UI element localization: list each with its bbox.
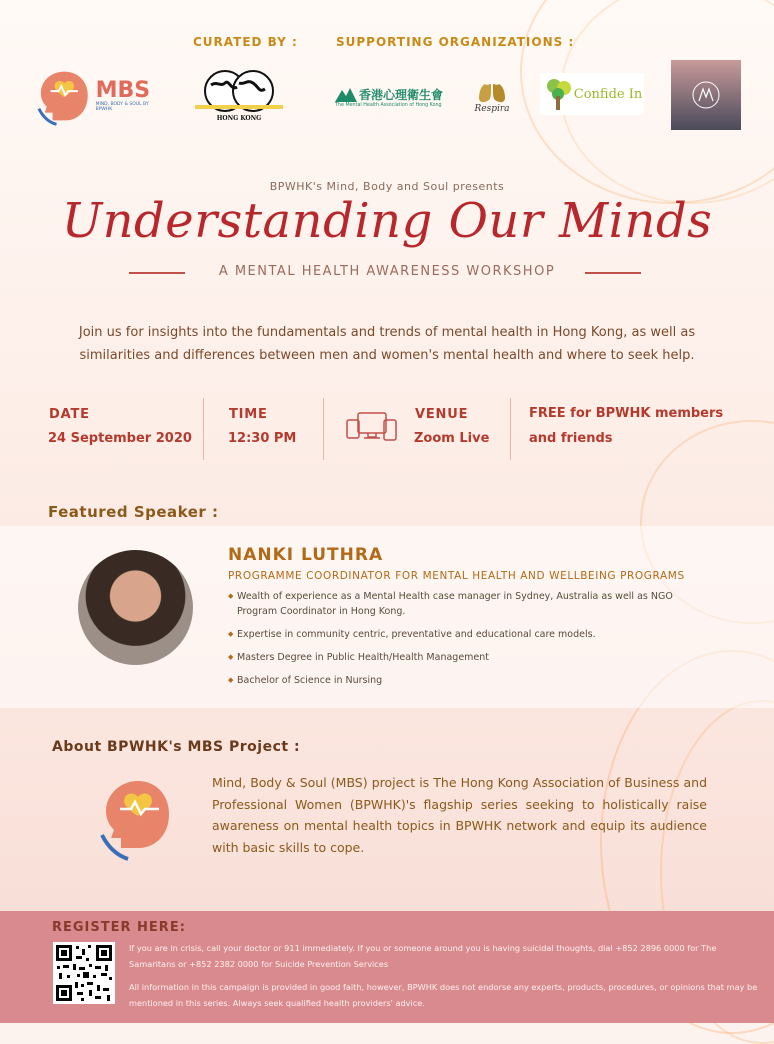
tree-icon [542, 76, 574, 112]
crisis-text: If you are in crisis, call your doctor or 911 immediately. If you or someone around you is having suicidal thoughts, dial +852 2896 0000 for The Samaritans or +852 2382 0000 for Suicide Prevention Services [129, 943, 717, 969]
register-heading: REGISTER HERE: [52, 920, 186, 935]
divider [323, 398, 324, 460]
mha-mountain-icon [335, 88, 357, 102]
mbs-logo [35, 64, 165, 128]
divider [203, 398, 204, 460]
about-heading: About BPWHK's MBS Project : [52, 739, 301, 755]
presents-line: BPWHK's Mind, Body and Soul presents [269, 180, 505, 193]
free-line-2: and friends [529, 431, 613, 446]
partner-square-logo [671, 60, 741, 130]
mbs-logo-text: MBS [95, 78, 151, 103]
list-item: ◆ Masters Degree in Public Health/Health Management [228, 650, 708, 665]
bpw-logo-city: HONG KONG [216, 114, 262, 122]
list-item: ◆ Bachelor of Science in Nursing [228, 673, 708, 688]
monogram-icon [691, 80, 721, 110]
event-subtitle: A MENTAL HEALTH AWARENESS WORKSHOP [218, 264, 556, 279]
qr-code[interactable] [53, 942, 115, 1004]
venue-label: VENUE [415, 407, 469, 422]
mbs-logo-tagline: MIND, BODY & SOUL BY BPWHK [95, 102, 149, 112]
speaker-bullets [228, 589, 708, 696]
list-item: ◆ Wealth of experience as a Mental Health case manager in Sydney, Australia as well as NGO Program Coordinator in Hong Kong. [228, 589, 677, 619]
devices-icon [346, 412, 398, 442]
mind-heart-icon [96, 775, 174, 861]
date-label: DATE [49, 407, 90, 422]
subtitle-rule-right [585, 272, 641, 274]
mha-logo [335, 82, 447, 112]
mind-heart-icon [35, 65, 94, 127]
about-text: Mind, Body & Soul (MBS) project is The Hong Kong Association of Business and Professional Women (BPWHK)'s flagship series seeking to holistically raise awareness on mental health topics in BPWHK network and equip its audience with basic skills to cope. [212, 775, 707, 855]
list-item: ◆ Expertise in community centric, preventative and educational care models. [228, 627, 708, 642]
mha-logo-cn: 香港心理衛生會 [359, 88, 444, 102]
mha-logo-en: The Mental Health Association of Hong Kong [335, 103, 442, 108]
curated-by-label: CURATED BY : [193, 35, 298, 49]
globe-icon [195, 65, 283, 115]
divider [510, 398, 511, 460]
speaker-role: PROGRAMME COORDINATOR FOR MENTAL HEALTH AND WELLBEING PROGRAMS [228, 570, 685, 582]
supporting-orgs-label: SUPPORTING ORGANIZATIONS : [336, 35, 575, 49]
speaker-name: NANKI LUTHRA [228, 545, 384, 565]
confide-in-logo-text: Confide In [573, 86, 643, 102]
lungs-icon [477, 72, 507, 104]
confide-in-logo [540, 73, 644, 115]
time-label: TIME [229, 407, 268, 422]
event-intro: Join us for insights into the fundamentals and trends of mental health in Hong Kong, as well as similarities and differences between men and women's mental health and where to seek help. [78, 325, 696, 363]
speaker-avatar [78, 550, 193, 665]
time-value: 12:30 PM [228, 431, 297, 446]
date-value: 24 September 2020 [48, 431, 192, 446]
respira-logo-text: Respira [474, 104, 510, 114]
featured-speaker-heading: Featured Speaker : [48, 503, 219, 521]
free-line-1: FREE for BPWHK members [529, 406, 724, 421]
event-title: Understanding Our Minds [61, 193, 713, 249]
venue-value: Zoom Live [414, 431, 490, 446]
respira-logo [470, 68, 514, 118]
bpw-logo [193, 58, 285, 128]
disclaimer-text: All information in this campaign is provided in good faith, however, BPWHK does not endorse any experts, products, procedures, or opinions that may be mentioned in this series. Always seek qualified health providers' advice. [129, 982, 758, 1008]
